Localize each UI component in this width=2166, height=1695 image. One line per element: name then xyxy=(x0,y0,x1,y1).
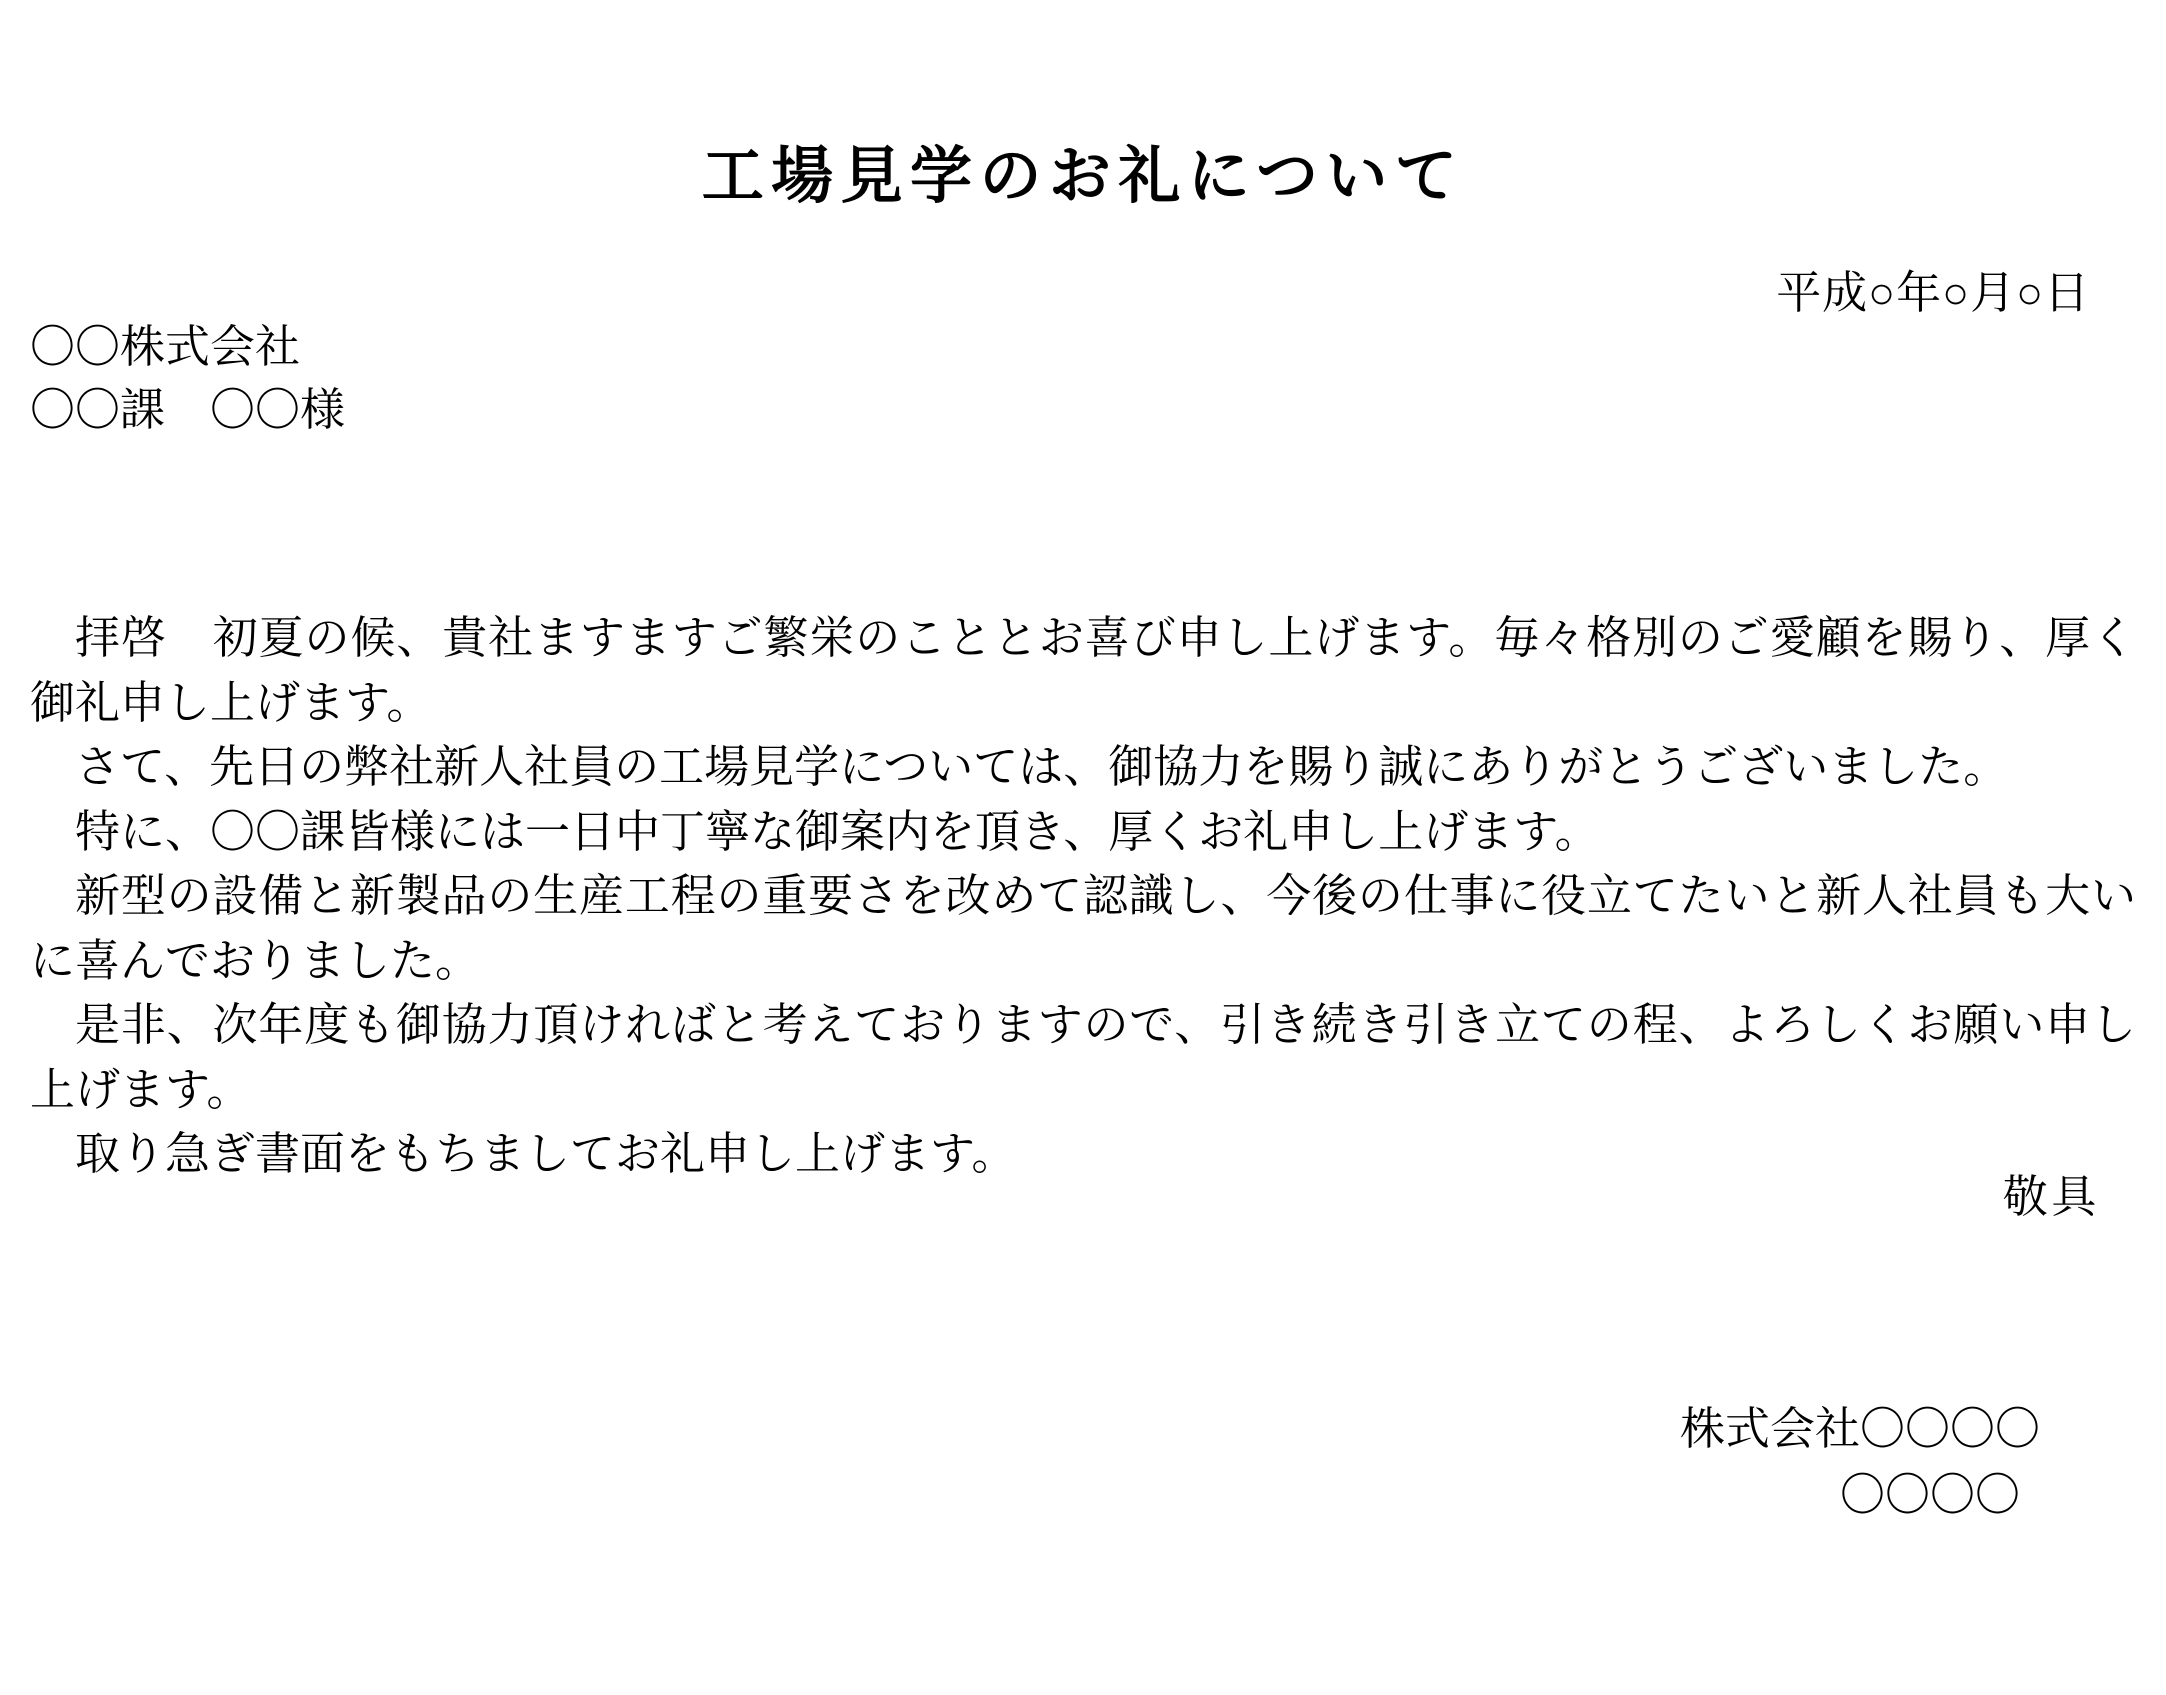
closing-word: 敬具 xyxy=(2002,1172,2100,1222)
body-paragraph: さて、先日の弊社新人社員の工場見学については、御協力を賜り誠にありがとうございました。 xyxy=(75,742,2009,792)
body-paragraph: 特に、〇〇課皆様には一日中丁寧な御案内を頂き、厚くお礼申し上げます。 xyxy=(75,806,1600,857)
signature-company: 株式会社〇〇〇〇 xyxy=(1679,1404,2040,1454)
body-paragraph: 新型の設備と新製品の生産工程の重要さを改めて認識し、今後の仕事に役立てたいと新人社員も大いに喜んでおりました。 xyxy=(30,871,2136,986)
signature-block xyxy=(1680,1396,2040,1528)
recipient-person: 〇〇課 〇〇様 xyxy=(30,385,346,435)
signature-name: 〇〇〇〇 xyxy=(1839,1470,2020,1520)
letter-date: 平成○年○月○日 xyxy=(1776,268,2090,318)
body-paragraph: 取り急ぎ書面をもちましてお礼申し上げます。 xyxy=(75,1129,1017,1179)
page-title: 工場見学のお礼について xyxy=(701,142,1465,211)
recipient-block xyxy=(30,316,345,442)
body-paragraph: 是非、次年度も御協力頂ければと考えておりますので、引き続き引き立ての程、よろしくお願い申し上げます。 xyxy=(30,1000,2136,1115)
letter-body xyxy=(30,606,2136,1187)
recipient-company: 〇〇株式会社 xyxy=(30,322,301,372)
body-paragraph: 拝啓 初夏の候、貴社ますますご繁栄のこととお喜び申し上げます。毎々格別のご愛顧を賜り、厚く御礼申し上げます。 xyxy=(30,613,2136,728)
